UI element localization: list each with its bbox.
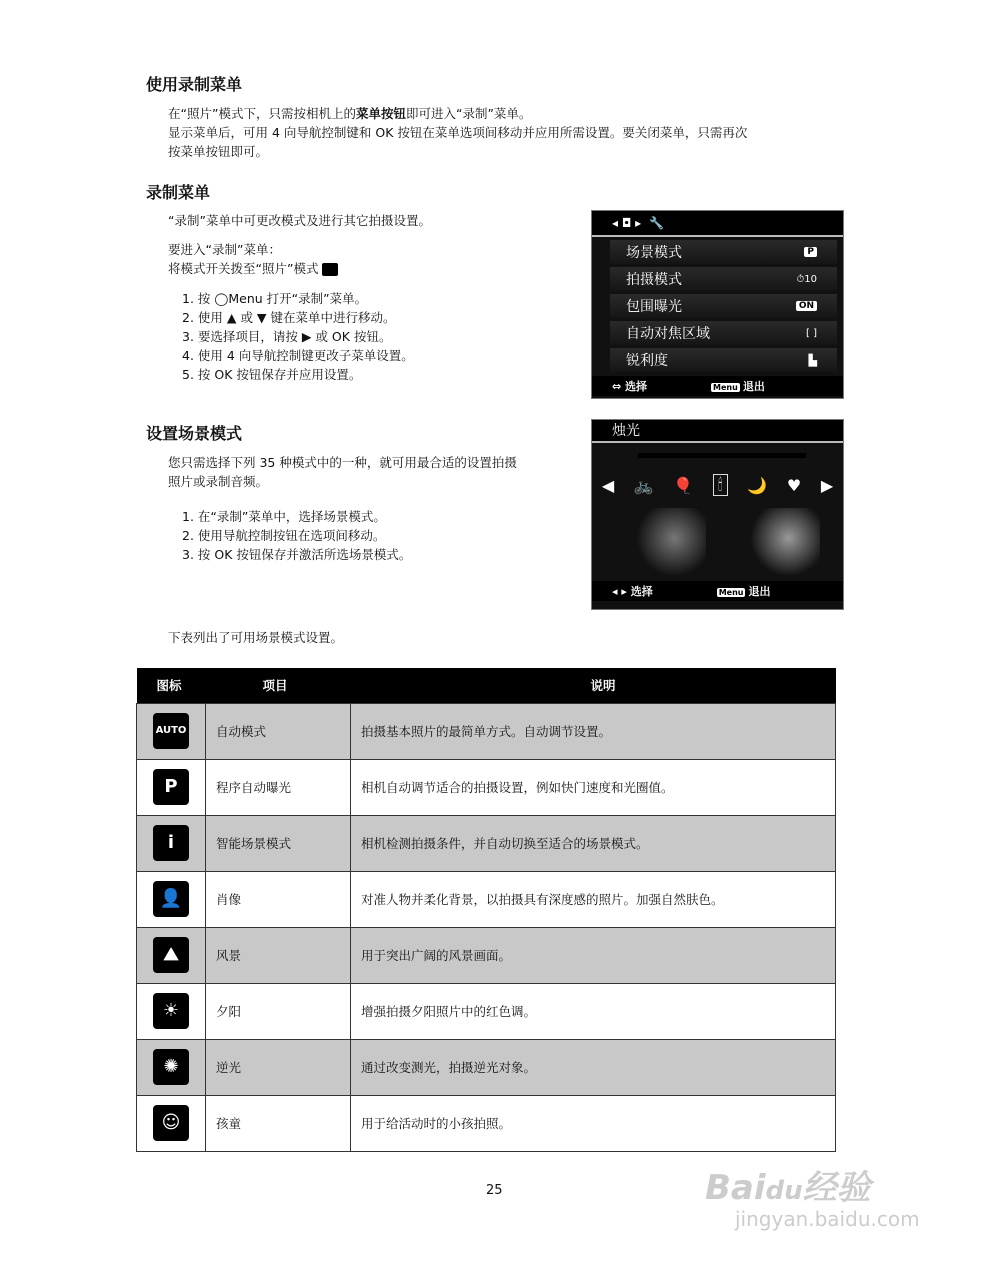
table-row [137,815,836,871]
step: 1. 按 ◯Menu 打开“录制”菜单。 [182,291,368,306]
item-cell: 程序自动曝光 [206,759,351,815]
mode-icon-cell [137,1095,206,1151]
paragraph: 照片或录制音频。 [168,474,269,489]
menu-item-value: [ ] [806,327,817,339]
menu-tabs [592,211,843,237]
section-title: 使用录制菜单 [146,75,243,94]
item-cell: 自动模式 [206,703,351,759]
desc-cell: 增强拍摄夕阳照片中的红色调。 [351,983,836,1039]
preview-after [730,508,820,575]
menu-item-label: 自动对焦区域 [626,326,710,342]
header-icon: 图标 [137,668,206,703]
item-cell: 夕阳 [206,983,351,1039]
paragraph [168,104,531,123]
paragraph: 显示菜单后，可用 4 向导航控制键和 OK 按钮在菜单选项间移动并应用所需设置。要关闭菜单，只需再次 [168,125,748,140]
paragraph: 要进入“录制”菜单： [168,242,281,257]
scene-mode-icon: ☺ [153,1105,189,1141]
paragraph: 您只需选择下列 35 种模式中的一种，就可用最合适的设置拍摄 [168,455,517,470]
heart-icon: ♥ [786,475,802,495]
desc-cell: 相机自动调节适合的拍摄设置，例如快门速度和光圈值。 [351,759,836,815]
item-cell: 孩童 [206,1095,351,1151]
step: 4. 使用 4 向导航控制键更改子菜单设置。 [182,348,414,363]
menu-item-label: 场景模式 [626,245,682,261]
menu-item [610,321,837,345]
scene-mode-icon: AUTO [153,713,189,749]
wrench-icon: 🔧 [649,216,665,230]
desc-cell: 相机检测拍摄条件，并自动切换至适合的场景模式。 [351,815,836,871]
item-cell: 肖像 [206,871,351,927]
mode-icon-cell [137,759,206,815]
item-cell: 逆光 [206,1039,351,1095]
text: 在“照片”模式下，只需按相机上的 [168,106,356,121]
preview-before [616,508,706,575]
camera-tab-icon: ◂ ◘ ▸ [612,216,642,230]
table-row [137,759,836,815]
header-desc: 说明 [351,668,836,703]
left-arrow-icon: ◀ [601,475,615,495]
scene-mode-table [136,668,836,1152]
scene-icons [592,466,843,504]
night-icon: 🌙 [747,475,768,495]
mode-icon-cell [137,815,206,871]
paragraph [168,259,338,278]
scene-mode-icon: P [153,769,189,805]
select-hint: ◂ ▸ 选择 [612,585,653,598]
scene-footer [592,581,843,601]
menu-item [610,348,837,372]
exit-hint: Menu 退出 [718,585,771,598]
scene-mode-icon: ✺ [153,1049,189,1085]
table-row [137,983,836,1039]
right-arrow-icon: ▶ [820,475,834,495]
table-row [137,871,836,927]
scene-title: 烛光 [592,420,843,443]
desc-cell: 通过改变测光，拍摄逆光对象。 [351,1039,836,1095]
mode-icon-cell [137,983,206,1039]
table-intro: 下表列出了可用场景模式设置。 [168,630,344,645]
mode-icon-cell [137,1039,206,1095]
menu-item-value: P [804,247,817,257]
camera-icon [322,263,338,276]
scene-mode-screenshot [591,419,844,610]
menu-item-label: 锐利度 [626,353,668,369]
record-menu-screenshot [591,210,844,399]
section-title: 录制菜单 [146,183,211,202]
table-row [137,927,836,983]
select-hint: ⇔ 选择 [612,380,648,393]
cycling-icon: 🚲 [633,475,654,495]
table-row [137,1095,836,1151]
item-cell: 风景 [206,927,351,983]
scene-mode-icon: i [153,825,189,861]
desc-cell: 用于突出广阔的风景画面。 [351,927,836,983]
table-row [137,703,836,759]
balloon-icon: 🎈 [673,475,694,495]
bold-text: 菜单按钮 [355,106,406,121]
desc-cell: 用于给活动时的小孩拍照。 [351,1095,836,1151]
desc-cell: 拍摄基本照片的最简单方式。自动调节设置。 [351,703,836,759]
exit-hint: Menu 退出 [713,380,765,393]
text: 将模式开关拨至“照片”模式 [168,261,319,276]
scene-scrollbar [638,453,806,458]
table-header [137,668,836,703]
menu-item-value: ON [796,301,817,311]
menu-item-value: ▙ [808,353,817,367]
step: 1. 在“录制”菜单中，选择场景模式。 [182,509,386,524]
paragraph: 按菜单按钮即可。 [168,144,269,159]
scene-mode-icon: ⛰ [153,937,189,973]
menu-item-label: 包围曝光 [626,299,682,315]
mode-icon-cell [137,871,206,927]
scene-preview [592,508,843,575]
step: 3. 要选择项目，请按 ▶ 或 OK 按钮。 [182,329,392,344]
step: 2. 使用 ▲ 或 ▼ 键在菜单中进行移动。 [182,310,396,325]
step: 5. 按 OK 按钮保存并应用设置。 [182,367,362,382]
step: 2. 使用导航控制按钮在选项间移动。 [182,528,386,543]
mode-icon-cell [137,703,206,759]
section-title: 设置场景模式 [146,424,243,443]
mode-icon-cell [137,927,206,983]
menu-item-label: 拍摄模式 [626,272,682,288]
menu-item-value: ⏱10 [796,273,817,285]
menu-footer [592,376,843,396]
header-item: 项目 [206,668,351,703]
paragraph: “录制”菜单中可更改模式及进行其它拍摄设置。 [168,213,431,228]
desc-cell: 对准人物并柔化背景，以拍摄具有深度感的照片。加强自然肤色。 [351,871,836,927]
menu-item [610,294,837,318]
table-row [137,1039,836,1095]
text: 即可进入“录制”菜单。 [405,106,532,121]
baidu-watermark: Baidu经验 [705,1168,871,1208]
page-number: 25 [486,1183,503,1198]
scene-mode-icon: 👤 [153,881,189,917]
scene-mode-icon: ☀ [153,993,189,1029]
step: 3. 按 OK 按钮保存并激活所选场景模式。 [182,547,412,562]
menu-item [610,267,837,291]
menu-item [610,240,837,264]
candle-icon: 🕯 [713,474,728,496]
item-cell: 智能场景模式 [206,815,351,871]
watermark-url: jingyan.baidu.com [735,1207,920,1231]
